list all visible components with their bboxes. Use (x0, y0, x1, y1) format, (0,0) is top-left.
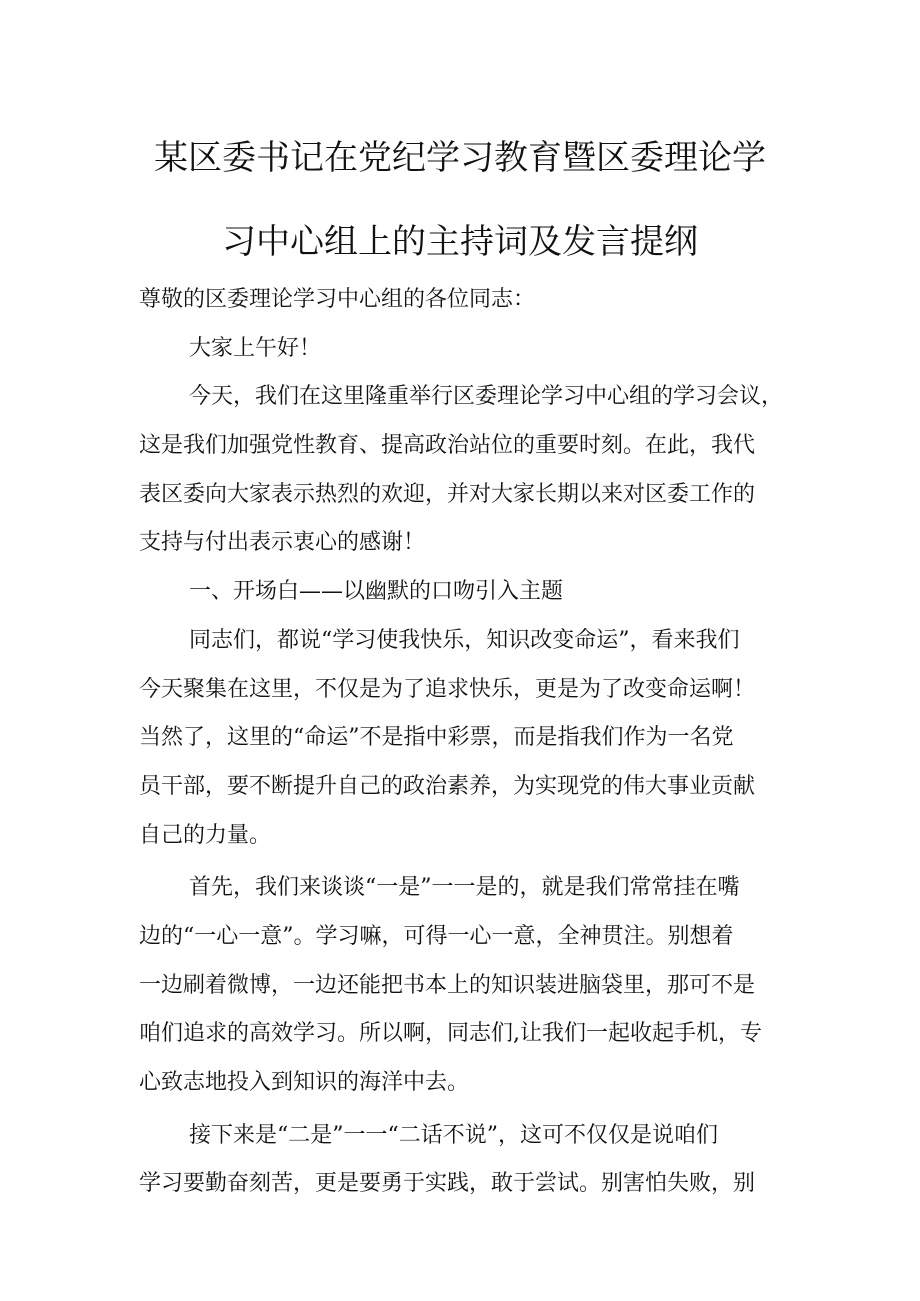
paragraph-line: 接下来是“二是”一一“二话不说”，这可不仅仅是说咱们 (189, 1122, 718, 1148)
salutation: 尊敬的区委理论学习中心组的各位同志： (139, 287, 536, 312)
greeting: 大家上午好！ (189, 335, 322, 361)
paragraph-line: 当然了，这里的“命运”不是指中彩票，而是指我们作为一名党 (139, 725, 734, 751)
paragraph-line: 员干部，要不断提升自己的政治素养，为实现党的伟大事业贡献 (139, 773, 756, 799)
paragraph-line: 这是我们加强党性教育、提高政治站位的重要时刻。在此，我代 (139, 433, 756, 459)
document-title-line-2: 习中心组上的主持词及发言提纲 (222, 222, 698, 262)
paragraph-line: 学习要勤奋刻苦，更是要勇于实践，敢于尝试。别害怕失败，别 (139, 1171, 756, 1197)
paragraph-line: 咱们追求的高效学习。所以啊，同志们,让我们一起收起手机，专 (139, 1021, 762, 1047)
paragraph-line: 支持与付出表示衷心的感谢！ (139, 530, 426, 556)
paragraph-line: 表区委向大家表示热烈的欢迎，并对大家长期以来对区委工作的 (139, 481, 756, 507)
paragraph-line: 一边刷着微博，一边还能把书本上的知识装进脑袋里，那可不是 (139, 972, 756, 998)
paragraph-line: 今天聚集在这里，不仅是为了追求快乐，更是为了改变命运啊！ (139, 676, 756, 702)
paragraph-line: 同志们，都说“学习使我快乐，知识改变命运”，看来我们 (189, 627, 740, 653)
document-body (139, 276, 809, 1209)
paragraph-line: 心致志地投入到知识的海洋中去。 (139, 1070, 470, 1095)
paragraph-line: 边的“一心一意”。学习嘛，可得一心一意，全神贯注。别想着 (139, 923, 734, 949)
paragraph-line: 今天，我们在这里隆重举行区委理论学习中心组的学习会议， (189, 384, 784, 410)
document-title-line-1: 某区委书记在党纪学习教育暨区委理论学 (154, 138, 766, 178)
paragraph-line: 首先，我们来谈谈“一是”一一是的，就是我们常常挂在嘴 (189, 875, 740, 901)
section-heading: 一、开场白——以幽默的口吻引入主题 (189, 579, 564, 605)
paragraph-line: 自己的力量。 (139, 822, 272, 848)
